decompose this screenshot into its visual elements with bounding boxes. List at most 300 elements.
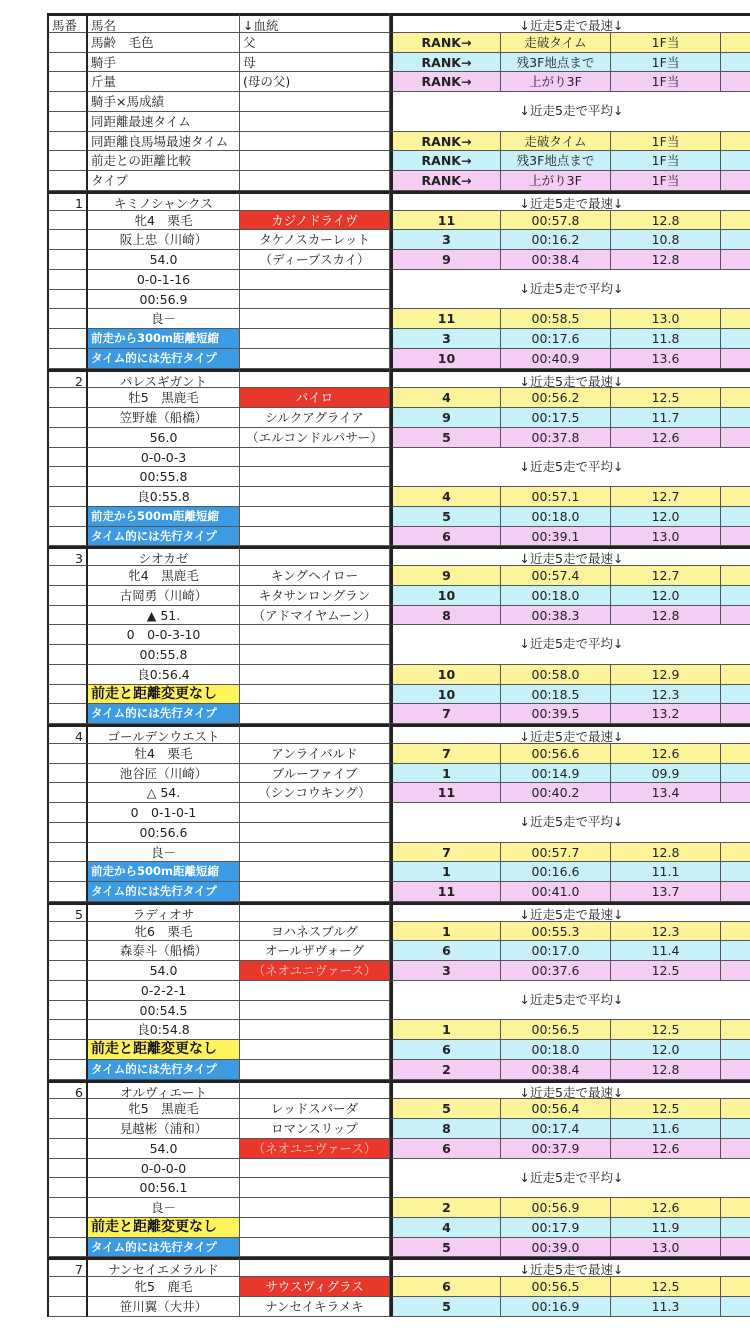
jockey-horse-record: 0-2-2-1: [88, 981, 240, 1001]
empty-cell: [47, 922, 88, 942]
empty-cell: [240, 1218, 390, 1238]
horse-name: ゴールデンウエスト: [88, 724, 240, 744]
empty-cell: [47, 981, 88, 1001]
sire: パイロ: [240, 388, 390, 408]
time-value: 00:37.6: [501, 961, 611, 981]
horse-number: 2: [47, 369, 88, 389]
empty-cell: [721, 132, 750, 152]
empty-cell: [240, 665, 390, 685]
sheet-row: [0, 230, 750, 250]
horse-name: パレスギガント: [88, 369, 240, 389]
sheet-row: [0, 329, 750, 349]
header-pedigree-label: [240, 92, 390, 112]
horse-age-color: 牝5 黒鹿毛: [88, 1099, 240, 1119]
per-furlong-label: 1F当: [611, 53, 721, 73]
fastest-header: ↓近走5走で最速↓: [390, 13, 750, 33]
sire: カジノドライヴ: [240, 211, 390, 231]
empty-cell: [721, 764, 750, 784]
per-furlong-value: 12.6: [611, 744, 721, 764]
jockey: 森泰斗（船橋）: [88, 941, 240, 961]
same-distance-best: 00:54.5: [88, 1001, 240, 1021]
sheet-row: [0, 408, 750, 428]
empty-cell: [47, 1139, 88, 1159]
empty-cell: [47, 112, 88, 132]
same-distance-best: 00:56.9: [88, 290, 240, 310]
distance-comparison: 前走と距離変更なし: [88, 1040, 240, 1060]
sheet-row: [0, 250, 750, 270]
header-pedigree-label: ↓血統: [240, 13, 390, 33]
empty-cell: [47, 33, 88, 53]
empty-cell: [47, 408, 88, 428]
time-value: 00:38.4: [501, 250, 611, 270]
empty-cell: [47, 586, 88, 606]
per-furlong-value: 13.6: [611, 349, 721, 369]
empty-cell: [47, 685, 88, 705]
horse-number: 4: [47, 724, 88, 744]
empty-cell: [721, 566, 750, 586]
header-pedigree-label: [240, 171, 390, 191]
empty-cell: [47, 132, 88, 152]
rank-value: 11: [390, 211, 501, 231]
sheet-row: [0, 487, 750, 507]
empty-cell: [47, 1001, 88, 1021]
empty-cell: [240, 981, 390, 1001]
sheet-row: [0, 764, 750, 784]
same-distance-best: 00:56.6: [88, 823, 240, 843]
rank-value: 11: [390, 309, 501, 329]
empty-cell: [721, 72, 750, 92]
time-value: 00:56.9: [501, 1198, 611, 1218]
empty-cell: [47, 803, 88, 823]
average-header: ↓近走5走で平均↓: [390, 625, 750, 665]
per-furlong-value: 11.3: [611, 1297, 721, 1317]
empty-cell: [47, 487, 88, 507]
empty-cell: [47, 665, 88, 685]
sheet-row: [0, 290, 750, 310]
empty-cell: [721, 843, 750, 863]
per-furlong-value: 13.0: [611, 1238, 721, 1258]
time-value: 00:16.6: [501, 862, 611, 882]
sheet-row: [0, 309, 750, 329]
header-label: 前走との距離比較: [88, 151, 240, 171]
dam: キタサンロングラン: [240, 586, 390, 606]
sheet-row: [0, 665, 750, 685]
time-value: 00:57.1: [501, 487, 611, 507]
sheet-row: [0, 803, 750, 823]
average-header: ↓近走5走で平均↓: [390, 981, 750, 1021]
metric-label: 走破タイム: [501, 132, 611, 152]
jockey-horse-record: 0-0-0-0: [88, 1159, 240, 1179]
jockey: 見越彬（浦和）: [88, 1119, 240, 1139]
horse-age-color: 牡4 栗毛: [88, 744, 240, 764]
sheet-row: [0, 1119, 750, 1139]
per-furlong-value: 12.6: [611, 1198, 721, 1218]
empty-cell: [47, 388, 88, 408]
time-value: 00:16.2: [501, 230, 611, 250]
sheet-row: [0, 1060, 750, 1080]
time-value: 00:39.1: [501, 527, 611, 547]
empty-cell: [721, 685, 750, 705]
time-value: 00:58.0: [501, 665, 611, 685]
distance-comparison: 前走と距離変更なし: [88, 685, 240, 705]
average-header: ↓近走5走で平均↓: [390, 448, 750, 488]
empty-cell: [721, 1277, 750, 1297]
per-furlong-value: 12.7: [611, 566, 721, 586]
time-value: 00:18.5: [501, 685, 611, 705]
sheet-row: [0, 33, 750, 53]
empty-cell: [240, 507, 390, 527]
horse-age-color: 牝5 鹿毛: [88, 1277, 240, 1297]
empty-cell: [47, 92, 88, 112]
header-pedigree-label: 母: [240, 53, 390, 73]
empty-cell: [47, 270, 88, 290]
good-track-best: 良0:56.4: [88, 665, 240, 685]
jockey-horse-record: 0-0-0-3: [88, 448, 240, 468]
empty-cell: [240, 1060, 390, 1080]
empty-cell: [721, 665, 750, 685]
per-furlong-value: 11.6: [611, 1119, 721, 1139]
time-value: 00:14.9: [501, 764, 611, 784]
rank-value: 9: [390, 408, 501, 428]
sheet-row: [0, 211, 750, 231]
sheet-row: [0, 882, 750, 902]
empty-cell: [47, 882, 88, 902]
per-furlong-label: 1F当: [611, 132, 721, 152]
empty-cell: [721, 744, 750, 764]
sheet-row: [0, 1040, 750, 1060]
metric-label: 上がり3F: [501, 171, 611, 191]
empty-cell: [47, 230, 88, 250]
carried-weight: 56.0: [88, 428, 240, 448]
sheet-row: [0, 369, 750, 389]
empty-cell: [721, 783, 750, 803]
header-label: 騎手: [88, 53, 240, 73]
per-furlong-value: 12.8: [611, 1060, 721, 1080]
sire: キングヘイロー: [240, 566, 390, 586]
empty-cell: [240, 862, 390, 882]
empty-cell: [47, 783, 88, 803]
rank-value: 2: [390, 1060, 501, 1080]
horse-name: ラディオサ: [88, 902, 240, 922]
horse-name: シオカゼ: [88, 546, 240, 566]
sheet-row: [0, 961, 750, 981]
empty-cell: [721, 606, 750, 626]
per-furlong-value: 11.1: [611, 862, 721, 882]
sheet-row: [0, 1020, 750, 1040]
rank-value: 5: [390, 1238, 501, 1258]
dam-sire: （アドマイヤムーン）: [240, 606, 390, 626]
average-header: ↓近走5走で平均↓: [390, 92, 750, 132]
time-value: 00:56.6: [501, 744, 611, 764]
empty-cell: [721, 941, 750, 961]
empty-cell: [47, 961, 88, 981]
rank-value: 10: [390, 349, 501, 369]
running-type: タイム的には先行タイプ: [88, 882, 240, 902]
sheet-row: [0, 724, 750, 744]
rank-value: 5: [390, 1297, 501, 1317]
header-label: 馬名: [88, 13, 240, 33]
header-number-label: 馬番: [47, 13, 88, 33]
horse-number: 1: [47, 191, 88, 211]
sheet-row: [0, 1159, 750, 1179]
rank-value: 9: [390, 250, 501, 270]
empty-cell: [240, 625, 390, 645]
empty-cell: [721, 1020, 750, 1040]
per-furlong-value: 11.8: [611, 329, 721, 349]
same-distance-best: 00:55.8: [88, 645, 240, 665]
rank-value: 11: [390, 783, 501, 803]
sheet-row: [0, 586, 750, 606]
time-value: 00:57.7: [501, 843, 611, 863]
empty-cell: [721, 586, 750, 606]
header-label: タイプ: [88, 171, 240, 191]
per-furlong-value: 10.8: [611, 230, 721, 250]
metric-label: 走破タイム: [501, 33, 611, 53]
horse-number: 5: [47, 902, 88, 922]
time-value: 00:18.0: [501, 586, 611, 606]
empty-cell: [240, 309, 390, 329]
sheet-row: [0, 1257, 750, 1277]
per-furlong-value: 13.2: [611, 704, 721, 724]
rank-value: 10: [390, 586, 501, 606]
empty-cell: [47, 1099, 88, 1119]
empty-cell: [47, 1297, 88, 1317]
empty-cell: [721, 527, 750, 547]
header-label: 斤量: [88, 72, 240, 92]
empty-cell: [240, 329, 390, 349]
rank-label: RANK→: [390, 132, 501, 152]
empty-cell: [47, 1238, 88, 1258]
per-furlong-value: 13.0: [611, 309, 721, 329]
empty-cell: [721, 862, 750, 882]
empty-cell: [721, 151, 750, 171]
time-value: 00:18.0: [501, 507, 611, 527]
rank-value: 3: [390, 329, 501, 349]
empty-cell: [721, 487, 750, 507]
rank-value: 1: [390, 1020, 501, 1040]
time-value: 00:18.0: [501, 1040, 611, 1060]
good-track-best: 良0:54.8: [88, 1020, 240, 1040]
time-value: 00:56.2: [501, 388, 611, 408]
sheet-row: [0, 467, 750, 487]
rank-label: RANK→: [390, 151, 501, 171]
time-value: 00:38.4: [501, 1060, 611, 1080]
time-value: 00:57.4: [501, 566, 611, 586]
metric-label: 残3F地点まで: [501, 151, 611, 171]
dam-sire: （シンコウキング）: [240, 783, 390, 803]
rank-value: 6: [390, 941, 501, 961]
per-furlong-value: 13.0: [611, 527, 721, 547]
empty-cell: [240, 1238, 390, 1258]
empty-cell: [240, 843, 390, 863]
empty-cell: [721, 1198, 750, 1218]
sheet-row: [0, 704, 750, 724]
empty-cell: [47, 290, 88, 310]
empty-cell: [240, 1198, 390, 1218]
time-value: 00:16.9: [501, 1297, 611, 1317]
rank-value: 1: [390, 862, 501, 882]
average-header: ↓近走5走で平均↓: [390, 803, 750, 843]
horse-age-color: 牝4 栗毛: [88, 211, 240, 231]
empty-cell: [721, 1139, 750, 1159]
per-furlong-label: 1F当: [611, 151, 721, 171]
empty-cell: [240, 1080, 390, 1100]
dam: タケノスカーレット: [240, 230, 390, 250]
good-track-best: 良－: [88, 843, 240, 863]
time-value: 00:40.2: [501, 783, 611, 803]
rank-value: 11: [390, 882, 501, 902]
sheet-row: [0, 1238, 750, 1258]
rank-value: 7: [390, 843, 501, 863]
empty-cell: [47, 1159, 88, 1179]
per-furlong-value: 12.3: [611, 685, 721, 705]
dam: ブルーファイブ: [240, 764, 390, 784]
empty-cell: [721, 1060, 750, 1080]
per-furlong-value: 12.7: [611, 487, 721, 507]
distance-comparison: 前走から300m距離短縮: [88, 329, 240, 349]
empty-cell: [240, 823, 390, 843]
empty-cell: [240, 369, 390, 389]
empty-cell: [721, 33, 750, 53]
empty-cell: [47, 606, 88, 626]
sheet-row: [0, 1080, 750, 1100]
sheet-row: [0, 112, 750, 132]
sheet-row: [0, 744, 750, 764]
empty-cell: [47, 309, 88, 329]
horse-name: キミノシャンクス: [88, 191, 240, 211]
empty-cell: [240, 448, 390, 468]
empty-cell: [47, 1178, 88, 1198]
empty-cell: [721, 309, 750, 329]
empty-cell: [47, 645, 88, 665]
header-label: 騎手×馬成績: [88, 92, 240, 112]
empty-cell: [721, 53, 750, 73]
distance-comparison: 前走から500m距離短縮: [88, 507, 240, 527]
sheet-row: [0, 53, 750, 73]
time-value: 00:57.8: [501, 211, 611, 231]
empty-cell: [240, 270, 390, 290]
empty-cell: [721, 961, 750, 981]
empty-cell: [721, 1297, 750, 1317]
jockey-horse-record: 0 0-1-0-1: [88, 803, 240, 823]
per-furlong-value: 12.5: [611, 1020, 721, 1040]
good-track-best: 良－: [88, 1198, 240, 1218]
time-value: 00:39.5: [501, 704, 611, 724]
average-header: ↓近走5走で平均↓: [390, 270, 750, 310]
empty-cell: [47, 1020, 88, 1040]
jockey: 池谷匠（川崎）: [88, 764, 240, 784]
per-furlong-value: 11.4: [611, 941, 721, 961]
horse-name: オルヴィエート: [88, 1080, 240, 1100]
empty-cell: [47, 211, 88, 231]
carried-weight: 54.0: [88, 1139, 240, 1159]
time-value: 00:37.9: [501, 1139, 611, 1159]
jockey: 古岡勇（川崎）: [88, 586, 240, 606]
empty-cell: [47, 862, 88, 882]
sheet-row: [0, 902, 750, 922]
rank-value: 9: [390, 566, 501, 586]
per-furlong-value: 12.0: [611, 1040, 721, 1060]
dam: シルクアグライア: [240, 408, 390, 428]
empty-cell: [721, 428, 750, 448]
fastest-header: ↓近走5走で最速↓: [390, 1080, 750, 1100]
empty-cell: [47, 1119, 88, 1139]
good-track-best: 良－: [88, 309, 240, 329]
empty-cell: [47, 744, 88, 764]
sheet-row: [0, 606, 750, 626]
sheet-row: [0, 72, 750, 92]
time-value: 00:56.5: [501, 1277, 611, 1297]
empty-cell: [721, 1238, 750, 1258]
sheet-row: [0, 151, 750, 171]
sheet-row: [0, 270, 750, 290]
horse-number: 7: [47, 1257, 88, 1277]
sheet-row: [0, 1099, 750, 1119]
per-furlong-value: 12.0: [611, 586, 721, 606]
empty-cell: [47, 625, 88, 645]
same-distance-best: 00:56.1: [88, 1178, 240, 1198]
fastest-header: ↓近走5走で最速↓: [390, 1257, 750, 1277]
per-furlong-value: 11.7: [611, 408, 721, 428]
per-furlong-value: 12.8: [611, 211, 721, 231]
sheet-row: [0, 1277, 750, 1297]
time-value: 00:56.4: [501, 1099, 611, 1119]
per-furlong-label: 1F当: [611, 171, 721, 191]
sheet-row: [0, 171, 750, 191]
sheet-row: [0, 625, 750, 645]
horse-name: ナンセイエメラルド: [88, 1257, 240, 1277]
metric-label: 残3F地点まで: [501, 53, 611, 73]
rank-value: 7: [390, 744, 501, 764]
empty-cell: [240, 1257, 390, 1277]
rank-value: 3: [390, 230, 501, 250]
jockey-horse-record: 0 0-0-3-10: [88, 625, 240, 645]
running-type: タイム的には先行タイプ: [88, 527, 240, 547]
sheet-row: [0, 546, 750, 566]
header-pedigree-label: (母の父): [240, 72, 390, 92]
running-type: タイム的には先行タイプ: [88, 1238, 240, 1258]
sheet-row: [0, 527, 750, 547]
sheet-row: [0, 783, 750, 803]
empty-cell: [47, 843, 88, 863]
jockey: 笹川翼（大井）: [88, 1297, 240, 1317]
empty-cell: [721, 230, 750, 250]
per-furlong-value: 12.8: [611, 250, 721, 270]
empty-cell: [240, 685, 390, 705]
per-furlong-value: 12.8: [611, 606, 721, 626]
carried-weight: △ 54.: [88, 783, 240, 803]
empty-cell: [721, 1119, 750, 1139]
per-furlong-value: 12.9: [611, 665, 721, 685]
empty-cell: [240, 724, 390, 744]
jockey: 笠野雄（船橋）: [88, 408, 240, 428]
empty-cell: [47, 329, 88, 349]
empty-cell: [47, 1040, 88, 1060]
time-value: 00:17.4: [501, 1119, 611, 1139]
empty-cell: [721, 250, 750, 270]
dam-sire: （ネオユニヴァース）: [240, 1139, 390, 1159]
rank-label: RANK→: [390, 53, 501, 73]
sheet-row: [0, 1218, 750, 1238]
empty-cell: [240, 467, 390, 487]
rank-label: RANK→: [390, 72, 501, 92]
empty-cell: [47, 704, 88, 724]
empty-cell: [721, 211, 750, 231]
rank-value: 10: [390, 685, 501, 705]
horse-number: 6: [47, 1080, 88, 1100]
per-furlong-value: 13.7: [611, 882, 721, 902]
empty-cell: [240, 527, 390, 547]
